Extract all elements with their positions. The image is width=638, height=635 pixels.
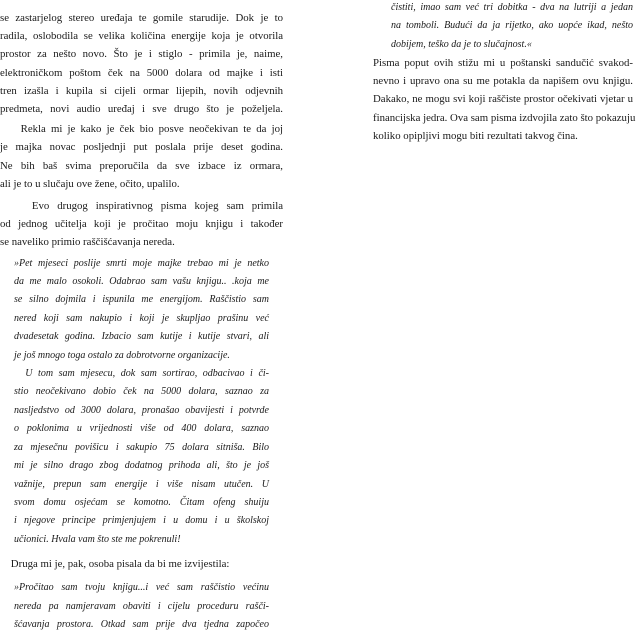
quote-line: je još mnogo toga ostalo za dobrotvorne organizacije.: [14, 349, 230, 361]
quote-line: da me malo osokoli. Odabrao sam vašu knjigu.. .koja me: [14, 276, 269, 288]
quote-line: za mjesečnu povišicu i sakupio 75 dolara sitniša. Bilo: [14, 441, 269, 453]
quote-line: mi je silno drago zbog dodatnog prihoda ali, što je još: [14, 460, 269, 472]
paragraph-2: [0, 118, 283, 193]
text-line: ali je to u slučaju ove žene, očito, upalilo.: [0, 177, 180, 190]
quote-line: nered koji sam nakupio i koji je skupljao prašinu već: [14, 312, 269, 324]
text-line: nevno i upravo ona su me potakla da napišem ovu knjigu.: [373, 75, 633, 88]
text-line: Rekla mi je kako je ček bio posve neočekivan te da joj: [0, 123, 283, 136]
quote-line: nasljedstvo od 3000 dolara, pronašao obavijesti i potvrde: [14, 404, 269, 416]
quote-line: na tomboli. Budući da ja rijetko, ako uopće ikad, nešto: [391, 20, 633, 32]
quote-block-2: [0, 573, 283, 634]
quote-line: »Pročitao sam tvoju knjigu...i već sam raščistio većinu: [14, 582, 269, 594]
quote-line: učionici. Hvala vam što ste me pokrenuli!: [14, 533, 181, 545]
paragraph-4: [0, 549, 283, 573]
text-line: Pisma poput ovih stižu mi u poštanski sandučić svakod-: [373, 56, 633, 69]
left-column: [0, 0, 283, 635]
text-line: se zastarjelog stereo uređaja te gomile starudije. Dok je to: [0, 12, 283, 24]
text-line: prostor za nešto novo. Što je i stiglo - primila je, naime,: [0, 48, 283, 61]
text-line: Evo drugog inspirativnog pisma kojeg sam primila: [0, 200, 283, 213]
paragraph-1: [0, 0, 283, 118]
quote-block-continued: [373, 0, 633, 54]
text-line: je majka novac posljednji put poslala prije deset godina.: [0, 141, 283, 154]
quote-line: stio neočekivano dobio ček na 5000 dolara, saznao za: [14, 386, 269, 398]
quote-block-1: [0, 252, 283, 550]
text-line: se naveliko primio raščišćavanja nereda.: [0, 236, 175, 249]
paragraph-3: [0, 193, 283, 252]
quote-line: i njegove principe primjenjujem i u domu i u školskoj: [14, 515, 269, 527]
text-line: elektroničkom poštom ček na 5000 dolara od majke i isti: [0, 66, 283, 79]
quote-line: šćavanja prostora. Otkad sam prije dva tjedna započeo: [14, 619, 269, 631]
quote-line: se silno dojmila i ispunila me energijom. Raščistio sam: [14, 294, 269, 306]
quote-line: dvadesetak godina. Izbacio sam kutije i kutije stvari, ali: [14, 331, 269, 343]
right-column: [373, 0, 636, 145]
quote-line: U tom sam mjesecu, dok sam sortirao, odbacivao i či-: [14, 368, 269, 380]
quote-line: čistiti, imao sam već tri dobitka - dva na lutriji a jedan: [391, 2, 633, 13]
quote-line: važnije, prepun sam energije i više nisam utučen. U: [14, 478, 269, 490]
text-line: financijska jedra. Ova sam pisma izdvojila zato što pokazuju: [373, 111, 636, 124]
text-line: od jednog učitelja koji je pročitao moju knjigu i također: [0, 218, 283, 231]
text-line: radila, oslobodila se velika količina energije koja je otvorila: [0, 30, 283, 43]
paragraph-5: [373, 54, 636, 145]
text-line: Dakako, ne mogu svi koji raščiste prostor očekivati vjetar u: [373, 93, 633, 106]
text-line: koliko opipljivi mogu biti rezultati takvog čina.: [373, 129, 578, 142]
quote-line: dobijem, teško da je to slučajnost.«: [391, 38, 532, 50]
quote-line: o poklonima u vrijednosti više od 400 dolara, saznao: [14, 423, 269, 435]
text-line: predmeta, novi audio uređaj i sve drugo što je poželjela.: [0, 103, 283, 116]
text-line: Druga mi je, pak, osoba pisala da bi me izvijestila:: [0, 558, 230, 571]
quote-line: svom domu osjećam se komotno. Čitam ofeng shuiju: [14, 496, 269, 508]
text-line: tren izašla i kupila si cijeli ormar lijepih, novih odjevnih: [0, 84, 283, 97]
text-line: Ne bih baš svima preporučila da sve izbace iz ormara,: [0, 159, 283, 172]
quote-line: »Pet mjeseci poslije smrti moje majke trebao mi je netko: [14, 257, 269, 269]
quote-line: nereda pa namjeravam obaviti i cijelu proceduru rašči-: [14, 600, 269, 612]
